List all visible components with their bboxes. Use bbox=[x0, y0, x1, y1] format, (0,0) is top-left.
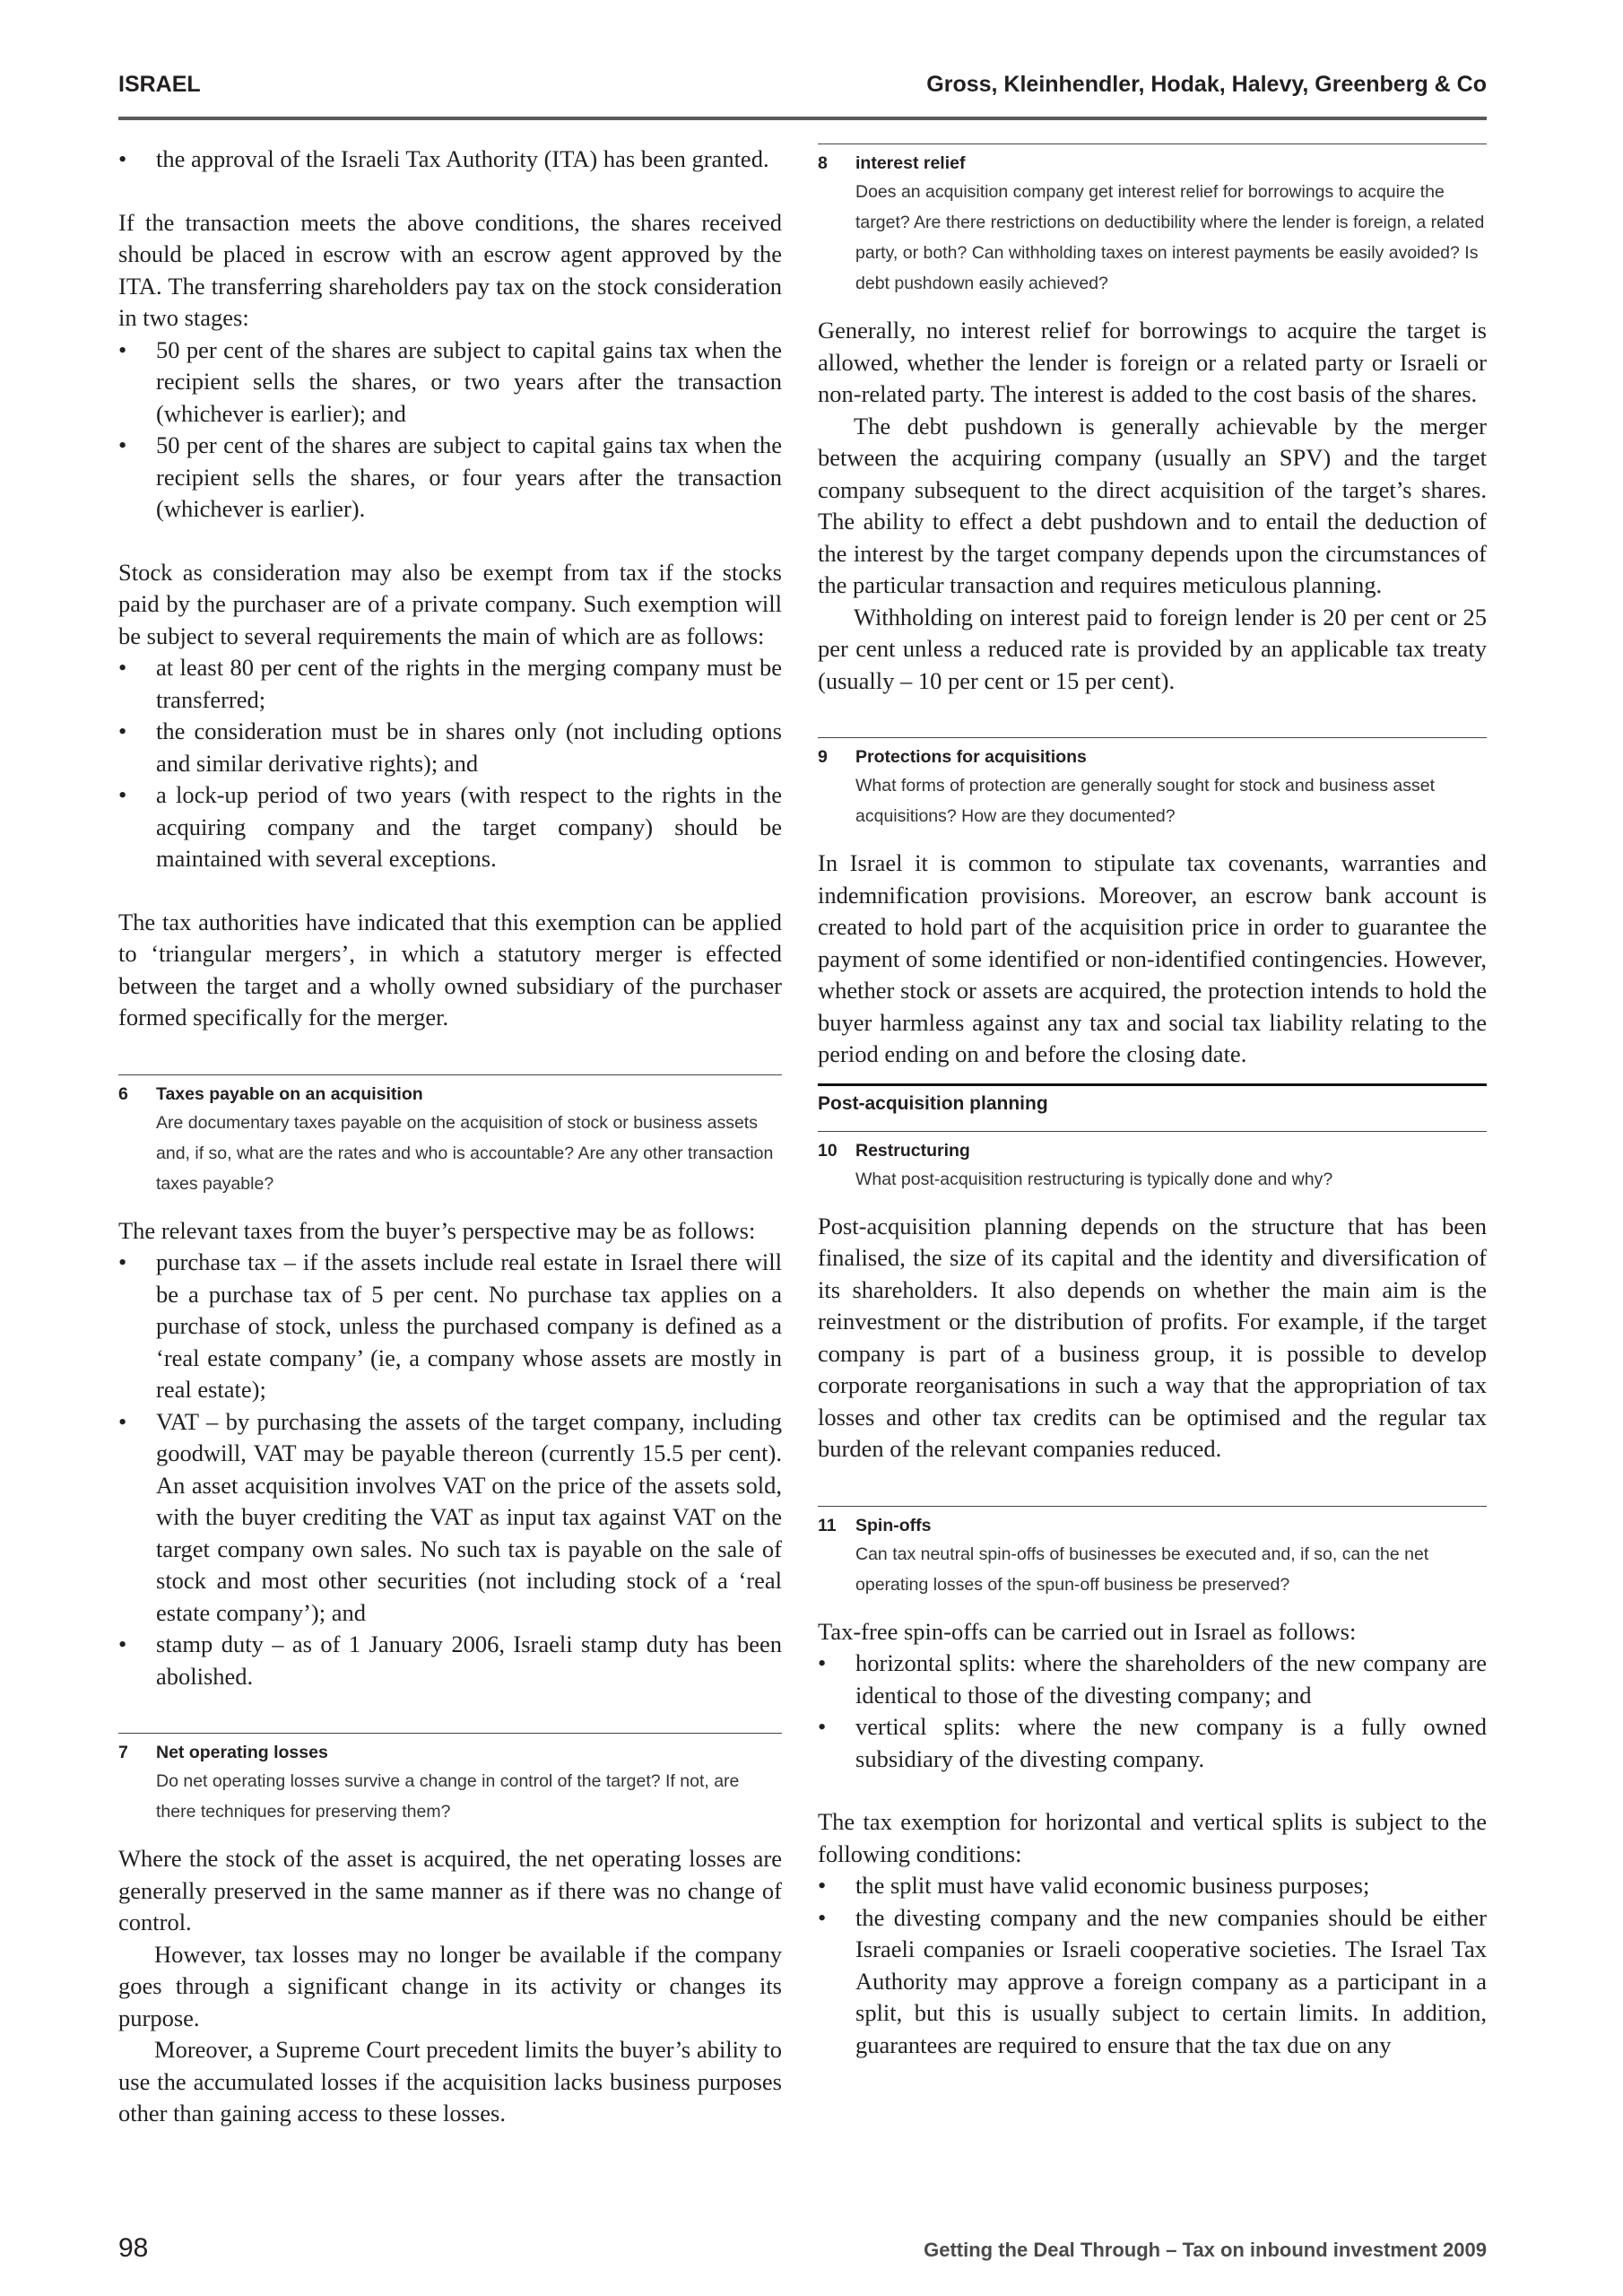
list-item: • horizontal splits: where the shareholders of the new company are identical to those of the divesting company; and bbox=[818, 1648, 1487, 1711]
bullet-list bbox=[118, 652, 782, 875]
header-country: ISRAEL bbox=[118, 72, 201, 97]
right-column bbox=[818, 144, 1487, 2061]
list-item: • a lock-up period of two years (with respect to the rights in the acquiring company and the target company) should be maintained with several exceptions. bbox=[118, 779, 782, 875]
left-column bbox=[118, 144, 782, 2130]
bullet-list bbox=[818, 1648, 1487, 1775]
question-heading bbox=[118, 1081, 782, 1108]
page-header bbox=[118, 68, 1487, 120]
bullet-list bbox=[118, 335, 782, 526]
question-number: 6 bbox=[118, 1083, 128, 1104]
paragraph: Where the stock of the asset is acquired, the net operating losses are generally preserved in the same manner as if there was no change of control. bbox=[118, 1845, 782, 1935]
paragraph: Moreover, a Supreme Court precedent limits the buyer’s ability to use the accumulated losses if the acquisition lacks business purposes other than gaining access to these losses. bbox=[118, 2036, 782, 2126]
header-firm: Gross, Kleinhendler, Hodak, Halevy, Greenberg & Co bbox=[926, 72, 1487, 97]
list-item: • 50 per cent of the shares are subject to capital gains tax when the recipient sells the shares, or four years after the transaction (whichever is earlier). bbox=[118, 430, 782, 526]
list-item: • at least 80 per cent of the rights in the merging company must be transferred; bbox=[118, 652, 782, 716]
paragraph: The relevant taxes from the buyer’s perspective may be as follows: bbox=[118, 1216, 756, 1244]
bullet-list bbox=[818, 1870, 1487, 2061]
question-text: Do net operating losses survive a change in control of the target? If not, are there techniques for preserving them? bbox=[156, 1771, 740, 1822]
question-text: What post-acquisition restructuring is typically done and why? bbox=[855, 1169, 1333, 1189]
question-text: What forms of protection are generally sought for stock and business asset acquisitions? How are they documented? bbox=[855, 776, 1435, 826]
question-title: Taxes payable on an acquisition bbox=[156, 1083, 423, 1104]
question-text: Can tax neutral spin-offs of businesses be executed and, if so, can the net operating losses of the spun-off business be preserved? bbox=[855, 1544, 1429, 1595]
paragraph: Withholding on interest paid to foreign lender is 20 per cent or 25 per cent unless a reduced rate is provided by an applicable tax treaty (usually – 10 per cent or 15 per cent). bbox=[818, 603, 1487, 694]
question-heading bbox=[118, 1739, 782, 1766]
question-11 bbox=[818, 1506, 1487, 1600]
section-heading: Post-acquisition planning bbox=[818, 1083, 1487, 1118]
paragraph: However, tax losses may no longer be available if the company goes through a significant change in its activity or changes its purpose. bbox=[118, 1940, 782, 2031]
question-number: 10 bbox=[818, 1140, 838, 1161]
paragraph: The tax authorities have indicated that this exemption can be applied to ‘triangular mergers’, in which a statutory merger is effected between the target and a wholly owned subsidiary of the purchaser formed specifically for the merger. bbox=[118, 908, 782, 1031]
question-title: interest relief bbox=[855, 153, 966, 173]
question-8 bbox=[818, 144, 1487, 299]
question-title: Net operating losses bbox=[156, 1743, 328, 1762]
bullet-list bbox=[118, 1247, 782, 1692]
question-heading bbox=[818, 150, 1487, 177]
paragraph: Tax-free spin-offs can be carried out in Israel as follows: bbox=[818, 1617, 1357, 1645]
question-10 bbox=[818, 1131, 1487, 1195]
question-title: Spin-offs bbox=[855, 1515, 932, 1535]
question-title: Protections for acquisitions bbox=[855, 747, 1087, 767]
paragraph: If the transaction meets the above conditions, the shares received should be placed in escrow with an escrow agent approved by the ITA. The transferring shareholders pay tax on the stock consideration in two stages: bbox=[118, 208, 782, 331]
list-item: • the approval of the Israeli Tax Authority (ITA) has been granted. bbox=[118, 144, 782, 176]
paragraph: The tax exemption for horizontal and vertical splits is subject to the following conditions: bbox=[818, 1808, 1487, 1867]
question-text: Does an acquisition company get interest relief for borrowings to acquire the target? Are there restrictions on deductibility where the lender is foreign, a related party, or both? Can withholding taxes on interest payments be easily avoided? Is debt pushdown easily achieved? bbox=[855, 182, 1485, 293]
list-item: • the divesting company and the new companies should be either Israeli companies or Israeli cooperative societies. The Israel Tax Authority may approve a foreign company as a participant in a split, but this is usually subject to certain limits. In addition, guarantees are required to ensure that the tax due on any bbox=[818, 1902, 1487, 2062]
list-item: • 50 per cent of the shares are subject to capital gains tax when the recipient sells the shares, or two years after the transaction (whichever is earlier); and bbox=[118, 335, 782, 430]
paragraph: Stock as consideration may also be exempt from tax if the stocks paid by the purchaser are of a private company. Such exemption will be subject to several requirements the main of which are as follows: bbox=[118, 558, 782, 649]
list-item: • the consideration must be in shares only (not including options and similar derivative rights); and bbox=[118, 716, 782, 779]
list-item: • vertical splits: where the new company is a fully owned subsidiary of the divesting company. bbox=[818, 1711, 1487, 1775]
publication-title: Getting the Deal Through – Tax on inbound investment 2009 bbox=[924, 2239, 1487, 2261]
paragraph: Post-acquisition planning depends on the structure that has been finalised, the size of its capital and the identity and diversification of its shareholders. It also depends on whether the main aim is the reinvestment or the distribution of profits. For example, if the target company is part of a business group, it is possible to develop corporate reorganisations in such a way that the appropriation of tax losses and other tax credits can be optimised and the regular tax burden of the relevant companies reduced. bbox=[818, 1212, 1487, 1462]
question-number: 7 bbox=[118, 1743, 128, 1762]
question-heading bbox=[818, 1512, 1487, 1539]
page-number: 98 bbox=[118, 2233, 149, 2263]
list-item: • VAT – by purchasing the assets of the target company, including goodwill, VAT may be payable thereon (currently 15.5 per cent). An asset acquisition involves VAT on the price of the assets sold, with the buyer crediting the VAT as input tax against VAT on the target company own sales. No such tax is payable on the sale of stock and most other securities (not including stock of a ‘real estate company’); and bbox=[118, 1406, 782, 1630]
question-9 bbox=[818, 737, 1487, 831]
paragraph: In Israel it is common to stipulate tax covenants, warranties and indemnification provisions. Moreover, an escrow bank account is created to hold part of the acquisition price in order to guarantee the payment of some identified or non-identified contingencies. However, whether stock or assets are acquired, the protection intends to hold the buyer harmless against any tax and social tax liability relating to the period ending on and before the closing date. bbox=[818, 849, 1487, 1067]
list-item: • stamp duty – as of 1 January 2006, Israeli stamp duty has been abolished. bbox=[118, 1629, 782, 1692]
list-item: • the split must have valid economic business purposes; bbox=[818, 1870, 1487, 1902]
question-6 bbox=[118, 1074, 782, 1199]
list-item: • purchase tax – if the assets include real estate in Israel there will be a purchase tax of 5 per cent. No purchase tax applies on a purchase of stock, unless the purchased company is defined as a ‘real estate company’ (ie, a company whose assets are mostly in real estate); bbox=[118, 1247, 782, 1406]
question-heading bbox=[818, 1137, 1487, 1164]
paragraph: The debt pushdown is generally achievable by the merger between the acquiring company (usually an SPV) and the target company subsequent to the direct acquisition of the target’s shares. The ability to effect a debt pushdown and to entail the deduction of the interest by the target company depends upon the circumstances of the particular transaction and requires meticulous planning. bbox=[818, 412, 1487, 598]
question-7 bbox=[118, 1733, 782, 1827]
question-title: Restructuring bbox=[855, 1140, 970, 1161]
paragraph: Generally, no interest relief for borrowings to acquire the target is allowed, whether the lender is foreign or a related party or Israeli or non-related party. The interest is added to the cost basis of the shares. bbox=[818, 317, 1487, 407]
question-number: 11 bbox=[818, 1515, 837, 1535]
bullet-list bbox=[118, 144, 782, 176]
question-text: Are documentary taxes payable on the acquisition of stock or business assets and, if so, what are the rates and who is accountable? Are any other transaction taxes payable? bbox=[156, 1112, 774, 1194]
question-number: 9 bbox=[818, 747, 828, 767]
question-number: 8 bbox=[818, 153, 828, 173]
question-heading bbox=[818, 744, 1487, 770]
